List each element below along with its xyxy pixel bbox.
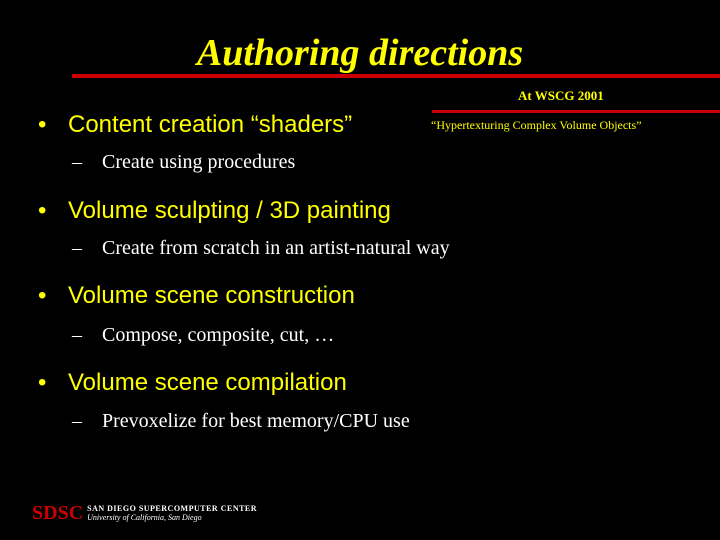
bullet-dot: • [38,369,47,396]
bullet-dot: • [38,111,47,138]
sub-bullet-item [72,149,295,175]
footer [32,500,257,526]
sub-bullet-text: Create from scratch in an artist-natural way [102,237,450,259]
bullet-item [38,196,391,226]
bullet-dot: • [38,282,47,309]
bullet-item [38,368,347,398]
bullet-text: Volume sculpting / 3D painting [68,197,391,224]
footer-university: University of California, San Diego [87,513,202,522]
bullet-text: Content creation “shaders” [68,111,353,138]
bullet-text: Volume scene compilation [68,369,347,396]
note-underline [432,110,720,113]
sub-bullet-text: Create using procedures [102,151,296,173]
bullet-dot: • [38,197,47,224]
sub-bullet-dash: – [72,237,82,259]
sub-bullet-dash: – [72,151,82,173]
sub-bullet-item [72,408,410,434]
note-title: At WSCG 2001 [518,88,604,103]
slide-title: Authoring directions [196,32,524,74]
sub-bullet-text: Compose, composite, cut, … [102,324,335,346]
sub-bullet-dash: – [72,410,82,432]
note-subtitle: “Hypertexturing Complex Volume Objects” [431,118,642,132]
bullet-text: Volume scene construction [68,282,355,309]
sub-bullet-item [72,322,334,348]
sdsc-logo: SDSC [32,502,84,524]
bullet-item [38,110,352,140]
bullet-item [38,281,355,311]
sub-bullet-dash: – [72,324,82,346]
title-underline [72,74,720,78]
footer-text [87,504,257,522]
footer-org: SAN DIEGO SUPERCOMPUTER CENTER [87,504,258,513]
sub-bullet-item [72,235,450,261]
sub-bullet-text: Prevoxelize for best memory/CPU use [102,410,410,432]
